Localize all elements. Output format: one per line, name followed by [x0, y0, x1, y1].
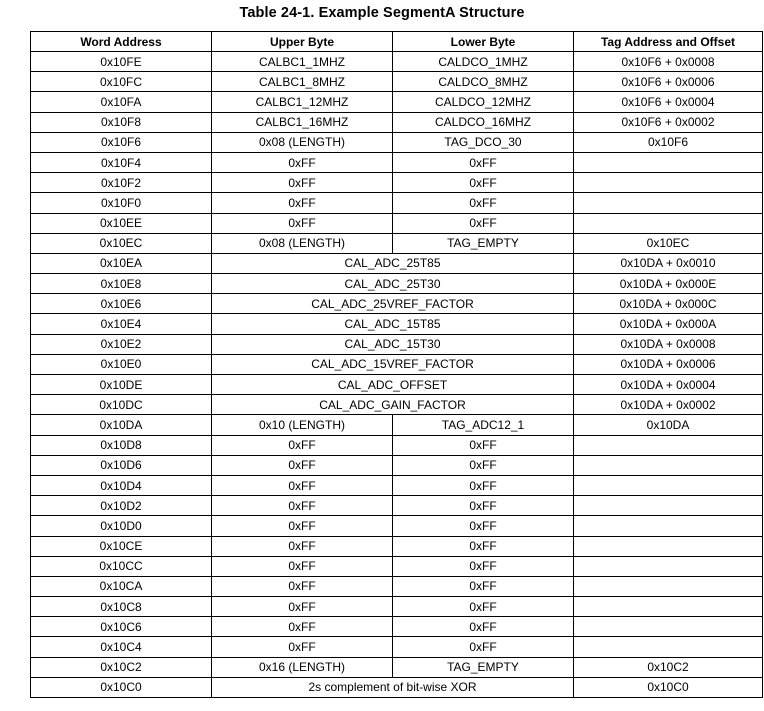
lower-byte-cell: TAG_DCO_30 [393, 132, 574, 152]
lower-byte-cell: 0xFF [393, 556, 574, 576]
tag-address-cell [574, 455, 763, 475]
word-address-cell: 0x10DC [31, 395, 212, 415]
tag-address-cell [574, 173, 763, 193]
word-address-cell: 0x10DE [31, 375, 212, 395]
table-row [31, 294, 763, 314]
merged-byte-cell: CAL_ADC_OFFSET [212, 375, 574, 395]
upper-byte-cell: 0xFF [212, 455, 393, 475]
upper-byte-cell: 0x08 (LENGTH) [212, 233, 393, 253]
table-row [31, 677, 763, 697]
word-address-cell: 0x10C8 [31, 597, 212, 617]
table-row [31, 516, 763, 536]
table-row [31, 395, 763, 415]
lower-byte-cell: CALDCO_1MHZ [393, 52, 574, 72]
word-address-cell: 0x10EC [31, 233, 212, 253]
tag-address-cell: 0x10F6 + 0x0002 [574, 112, 763, 132]
merged-byte-cell: CAL_ADC_15T85 [212, 314, 574, 334]
upper-byte-cell: 0xFF [212, 637, 393, 657]
upper-byte-cell: 0xFF [212, 617, 393, 637]
table-row [31, 576, 763, 596]
upper-byte-cell: 0xFF [212, 556, 393, 576]
upper-byte-cell: CALBC1_8MHZ [212, 72, 393, 92]
tag-address-cell: 0x10DA + 0x0010 [574, 253, 763, 273]
word-address-cell: 0x10CE [31, 536, 212, 556]
tag-address-cell [574, 637, 763, 657]
tag-address-cell [574, 152, 763, 172]
upper-byte-cell: 0x08 (LENGTH) [212, 132, 393, 152]
upper-byte-cell: CALBC1_12MHZ [212, 92, 393, 112]
table-row [31, 415, 763, 435]
word-address-cell: 0x10D6 [31, 455, 212, 475]
word-address-cell: 0x10F2 [31, 173, 212, 193]
merged-byte-cell: CAL_ADC_25T30 [212, 274, 574, 294]
word-address-cell: 0x10C4 [31, 637, 212, 657]
word-address-cell: 0x10D0 [31, 516, 212, 536]
tag-address-cell [574, 576, 763, 596]
upper-byte-cell: 0xFF [212, 152, 393, 172]
merged-byte-cell: 2s complement of bit-wise XOR [212, 677, 574, 697]
tag-address-cell: 0x10C0 [574, 677, 763, 697]
table-row [31, 253, 763, 273]
tag-address-cell: 0x10DA + 0x0004 [574, 375, 763, 395]
table-row [31, 597, 763, 617]
tag-address-cell: 0x10F6 [574, 132, 763, 152]
tag-address-cell: 0x10EC [574, 233, 763, 253]
word-address-cell: 0x10CA [31, 576, 212, 596]
word-address-cell: 0x10C0 [31, 677, 212, 697]
lower-byte-cell: 0xFF [393, 435, 574, 455]
upper-byte-cell: 0xFF [212, 597, 393, 617]
table-row [31, 52, 763, 72]
tag-address-cell: 0x10DA + 0x0008 [574, 334, 763, 354]
header-lower-byte: Lower Byte [393, 32, 574, 52]
word-address-cell: 0x10C6 [31, 617, 212, 637]
word-address-cell: 0x10E2 [31, 334, 212, 354]
table-row [31, 72, 763, 92]
table-body [31, 52, 763, 698]
tag-address-cell: 0x10C2 [574, 657, 763, 677]
lower-byte-cell: 0xFF [393, 516, 574, 536]
lower-byte-cell: 0xFF [393, 617, 574, 637]
table-row [31, 132, 763, 152]
lower-byte-cell: 0xFF [393, 637, 574, 657]
table-row [31, 193, 763, 213]
tag-address-cell [574, 617, 763, 637]
word-address-cell: 0x10EA [31, 253, 212, 273]
tag-address-cell: 0x10F6 + 0x0008 [574, 52, 763, 72]
lower-byte-cell: 0xFF [393, 173, 574, 193]
tag-address-cell: 0x10DA + 0x000E [574, 274, 763, 294]
word-address-cell: 0x10D4 [31, 475, 212, 495]
table-row [31, 536, 763, 556]
upper-byte-cell: 0xFF [212, 435, 393, 455]
table-row [31, 112, 763, 132]
word-address-cell: 0x10DA [31, 415, 212, 435]
tag-address-cell: 0x10DA + 0x000A [574, 314, 763, 334]
word-address-cell: 0x10FC [31, 72, 212, 92]
tag-address-cell: 0x10DA + 0x000C [574, 294, 763, 314]
merged-byte-cell: CAL_ADC_25VREF_FACTOR [212, 294, 574, 314]
table-row [31, 152, 763, 172]
tag-address-cell [574, 597, 763, 617]
upper-byte-cell: 0xFF [212, 536, 393, 556]
upper-byte-cell: 0xFF [212, 193, 393, 213]
lower-byte-cell: CALDCO_16MHZ [393, 112, 574, 132]
lower-byte-cell: 0xFF [393, 475, 574, 495]
tag-address-cell: 0x10F6 + 0x0006 [574, 72, 763, 92]
table-row [31, 617, 763, 637]
lower-byte-cell: CALDCO_12MHZ [393, 92, 574, 112]
table-row [31, 92, 763, 112]
tag-address-cell: 0x10DA [574, 415, 763, 435]
table-row [31, 475, 763, 495]
lower-byte-cell: TAG_EMPTY [393, 233, 574, 253]
tag-address-cell [574, 193, 763, 213]
segment-a-table [30, 31, 763, 698]
tag-address-cell: 0x10DA + 0x0002 [574, 395, 763, 415]
word-address-cell: 0x10C2 [31, 657, 212, 677]
tag-address-cell: 0x10F6 + 0x0004 [574, 92, 763, 112]
lower-byte-cell: 0xFF [393, 576, 574, 596]
word-address-cell: 0x10F0 [31, 193, 212, 213]
lower-byte-cell: 0xFF [393, 152, 574, 172]
upper-byte-cell: CALBC1_16MHZ [212, 112, 393, 132]
tag-address-cell [574, 516, 763, 536]
word-address-cell: 0x10EE [31, 213, 212, 233]
table-row [31, 233, 763, 253]
tag-address-cell [574, 213, 763, 233]
lower-byte-cell: 0xFF [393, 455, 574, 475]
tag-address-cell [574, 475, 763, 495]
merged-byte-cell: CAL_ADC_15VREF_FACTOR [212, 354, 574, 374]
upper-byte-cell: 0xFF [212, 496, 393, 516]
tag-address-cell: 0x10DA + 0x0006 [574, 354, 763, 374]
merged-byte-cell: CAL_ADC_15T30 [212, 334, 574, 354]
table-row [31, 173, 763, 193]
upper-byte-cell: 0xFF [212, 213, 393, 233]
lower-byte-cell: 0xFF [393, 193, 574, 213]
word-address-cell: 0x10CC [31, 556, 212, 576]
lower-byte-cell: CALDCO_8MHZ [393, 72, 574, 92]
table-row [31, 637, 763, 657]
word-address-cell: 0x10E6 [31, 294, 212, 314]
header-upper-byte: Upper Byte [212, 32, 393, 52]
tag-address-cell [574, 556, 763, 576]
word-address-cell: 0x10D8 [31, 435, 212, 455]
lower-byte-cell: 0xFF [393, 597, 574, 617]
word-address-cell: 0x10FA [31, 92, 212, 112]
table-row [31, 657, 763, 677]
tag-address-cell [574, 496, 763, 516]
merged-byte-cell: CAL_ADC_25T85 [212, 253, 574, 273]
lower-byte-cell: 0xFF [393, 536, 574, 556]
table-header-row [31, 32, 763, 52]
word-address-cell: 0x10FE [31, 52, 212, 72]
word-address-cell: 0x10F8 [31, 112, 212, 132]
word-address-cell: 0x10E8 [31, 274, 212, 294]
word-address-cell: 0x10F6 [31, 132, 212, 152]
upper-byte-cell: CALBC1_1MHZ [212, 52, 393, 72]
table-row [31, 455, 763, 475]
table-row [31, 314, 763, 334]
table-caption: Table 24-1. Example SegmentA Structure [239, 5, 525, 21]
tag-address-cell [574, 435, 763, 455]
tag-address-cell [574, 536, 763, 556]
header-word-address: Word Address [31, 32, 212, 52]
upper-byte-cell: 0xFF [212, 576, 393, 596]
upper-byte-cell: 0xFF [212, 516, 393, 536]
merged-byte-cell: CAL_ADC_GAIN_FACTOR [212, 395, 574, 415]
table-row [31, 334, 763, 354]
upper-byte-cell: 0x16 (LENGTH) [212, 657, 393, 677]
table-row [31, 274, 763, 294]
lower-byte-cell: 0xFF [393, 496, 574, 516]
upper-byte-cell: 0xFF [212, 173, 393, 193]
table-row [31, 556, 763, 576]
word-address-cell: 0x10E0 [31, 354, 212, 374]
table-row [31, 354, 763, 374]
table-row [31, 496, 763, 516]
upper-byte-cell: 0xFF [212, 475, 393, 495]
word-address-cell: 0x10D2 [31, 496, 212, 516]
table-row [31, 375, 763, 395]
word-address-cell: 0x10E4 [31, 314, 212, 334]
header-tag-address: Tag Address and Offset [574, 32, 763, 52]
lower-byte-cell: 0xFF [393, 213, 574, 233]
lower-byte-cell: TAG_ADC12_1 [393, 415, 574, 435]
lower-byte-cell: TAG_EMPTY [393, 657, 574, 677]
table-row [31, 213, 763, 233]
word-address-cell: 0x10F4 [31, 152, 212, 172]
table-row [31, 435, 763, 455]
upper-byte-cell: 0x10 (LENGTH) [212, 415, 393, 435]
